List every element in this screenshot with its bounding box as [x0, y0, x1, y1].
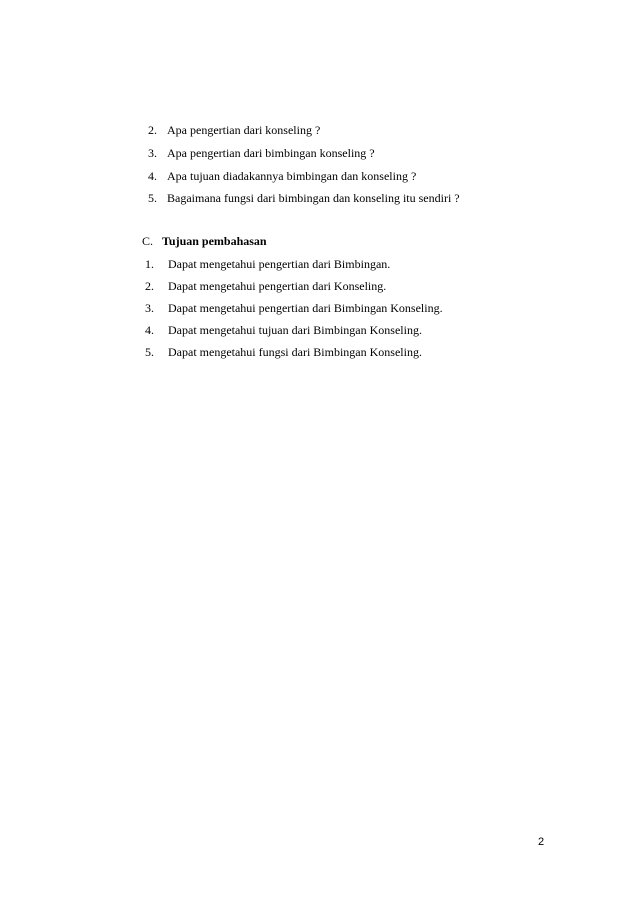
objective-number: 2.: [145, 279, 154, 293]
question-number: 3.: [148, 146, 157, 160]
section-title: Tujuan pembahasan: [162, 234, 267, 248]
question-text: Bagaimana fungsi dari bimbingan dan konseling itu sendiri ?: [167, 191, 460, 205]
question-text: Apa pengertian dari konseling ?: [167, 123, 321, 137]
objective-number: 5.: [145, 345, 154, 359]
question-number: 4.: [148, 169, 157, 183]
objective-text: Dapat mengetahui pengertian dari Bimbingan Konseling.: [168, 301, 443, 315]
objective-text: Dapat mengetahui pengertian dari Konseling.: [168, 279, 387, 293]
objective-number: 4.: [145, 323, 154, 337]
question-number: 2.: [148, 123, 157, 137]
question-text: Apa tujuan diadakannya bimbingan dan konseling ?: [167, 169, 417, 183]
objective-number: 3.: [145, 301, 154, 315]
objective-text: Dapat mengetahui fungsi dari Bimbingan Konseling.: [168, 345, 422, 359]
question-text: Apa pengertian dari bimbingan konseling ?: [167, 146, 375, 160]
objective-number: 1.: [145, 257, 154, 271]
objective-text: Dapat mengetahui pengertian dari Bimbingan.: [168, 257, 391, 271]
section-letter: C.: [142, 234, 154, 248]
question-number: 5.: [148, 191, 157, 205]
page-number: 2: [538, 836, 545, 848]
objective-text: Dapat mengetahui tujuan dari Bimbingan Konseling.: [168, 323, 422, 337]
